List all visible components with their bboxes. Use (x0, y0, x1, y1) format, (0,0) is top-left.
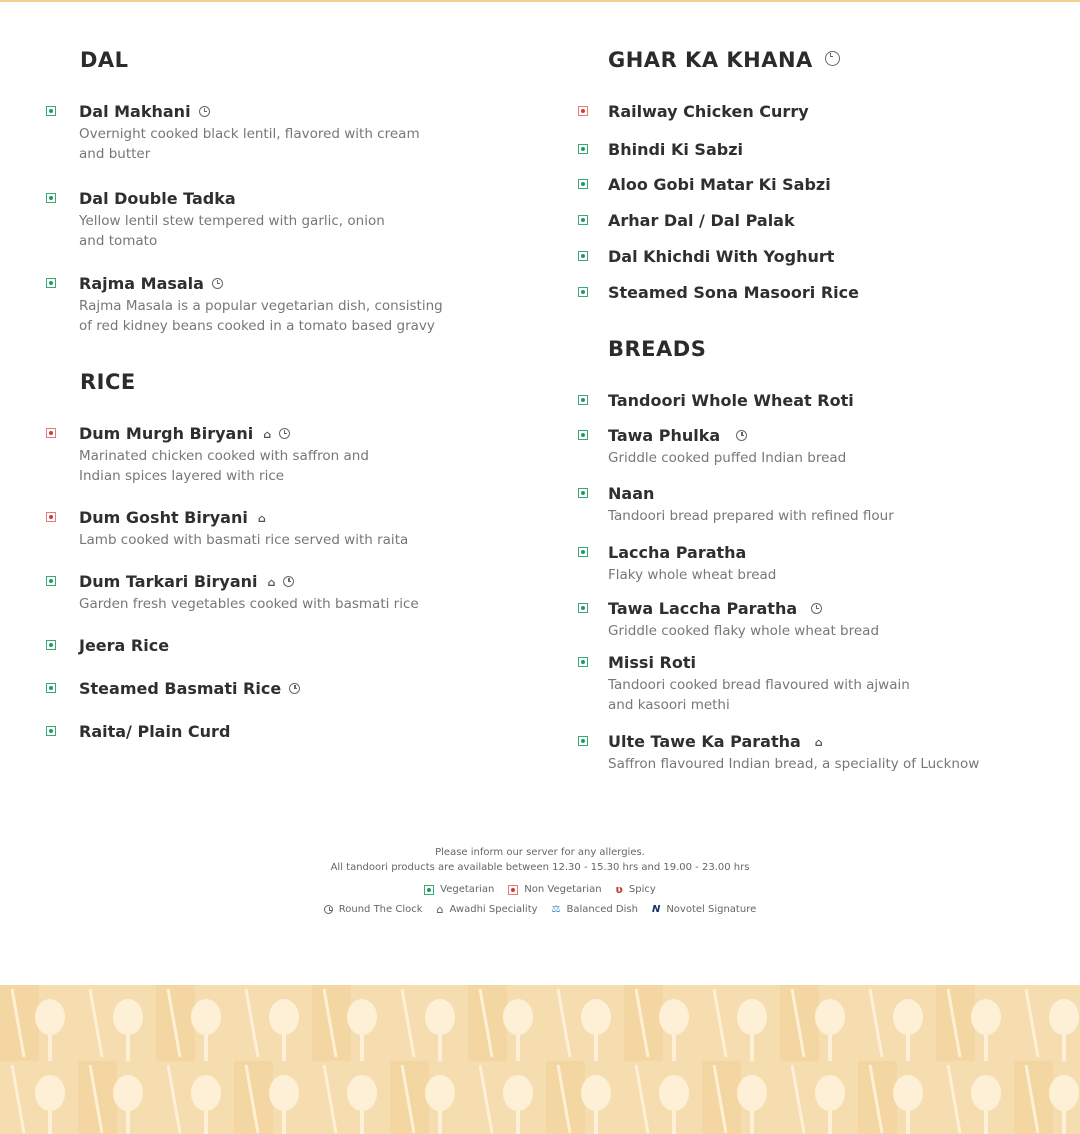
veg-icon (578, 430, 588, 440)
item-name: Dal Makhani (79, 102, 191, 121)
spoon-head (1049, 1075, 1079, 1111)
spoon-head (269, 1075, 299, 1111)
awadhi-dome-icon: ⌂ (263, 428, 272, 441)
spoon-head (581, 999, 611, 1035)
top-border-line (0, 0, 1080, 2)
item-name: Railway Chicken Curry (608, 102, 809, 121)
veg-icon (46, 576, 56, 586)
item-name: Steamed Basmati Rice (79, 679, 282, 698)
pattern-block (1014, 1061, 1053, 1134)
round-the-clock-icon (324, 905, 333, 914)
knife-stroke (558, 989, 570, 1057)
item-description: Griddle cooked flaky whole wheat bread (608, 623, 880, 639)
knife-stroke (168, 1065, 180, 1133)
knife-stroke (792, 1065, 804, 1133)
spoon-head (347, 1075, 377, 1111)
non-veg-icon (508, 885, 518, 895)
pattern-block (702, 1061, 741, 1134)
knife-stroke (90, 989, 102, 1057)
legend-awadhi (437, 903, 538, 916)
veg-icon (46, 640, 56, 650)
item-description: Lamb cooked with basmati rice served with raita (79, 532, 409, 548)
item-name: Tawa Phulka (608, 426, 721, 445)
spoon-head (659, 999, 689, 1035)
veg-icon (578, 547, 588, 557)
round-the-clock-icon (811, 603, 822, 614)
section-title-ghar-ka-khana (608, 48, 840, 72)
item-name: Dum Gosht Biryani (79, 508, 248, 527)
legend-spicy (616, 883, 656, 896)
veg-icon (578, 736, 588, 746)
legend-round-the-clock (324, 904, 423, 915)
tandoori-timing-note: All tandoori products are available between 12.30 - 15.30 hrs and 19.00 - 23.00 hrs (330, 862, 750, 873)
veg-icon (578, 179, 588, 189)
spoon-head (347, 999, 377, 1035)
item-description: Overnight cooked black lentil, flavored with cream and butter (79, 126, 420, 162)
section-title-breads: BREADS (608, 337, 707, 361)
item-name: Ulte Tawe Ka Paratha (608, 732, 801, 751)
item-description: Saffron flavoured Indian bread, a speciality of Lucknow (608, 756, 980, 772)
veg-icon (46, 106, 56, 116)
non-veg-icon (46, 512, 56, 522)
veg-icon (46, 726, 56, 736)
section-title-text: GHAR KA KHANA (608, 48, 813, 72)
novotel-signature-icon: N (651, 904, 661, 915)
balanced-dish-icon: ⚖ (551, 904, 561, 915)
spoon-head (1049, 999, 1079, 1035)
non-veg-icon (46, 428, 56, 438)
round-the-clock-icon (199, 106, 210, 117)
pattern-block (858, 1061, 897, 1134)
legend-label: Spicy (628, 884, 656, 895)
item-name: Steamed Sona Masoori Rice (608, 283, 859, 302)
awadhi-dome-icon: ⌂ (436, 903, 444, 916)
pattern-block (546, 1061, 585, 1134)
item-name: Laccha Paratha (608, 543, 747, 562)
legend-label: Non Vegetarian (524, 884, 602, 895)
item-description: Flaky whole wheat bread (608, 567, 777, 583)
item-description: Yellow lentil stew tempered with garlic, onion and tomato (79, 213, 385, 249)
spoon-head (737, 1075, 767, 1111)
item-name: Tawa Laccha Paratha (608, 599, 798, 618)
item-name: Tandoori Whole Wheat Roti (608, 391, 854, 410)
veg-icon (578, 395, 588, 405)
spoon-head (269, 999, 299, 1035)
item-description: Tandoori cooked bread flavoured with ajwain and kasoori methi (608, 677, 910, 713)
veg-icon (578, 603, 588, 613)
spoon-head (971, 1075, 1001, 1111)
round-the-clock-icon (212, 278, 223, 289)
knife-stroke (636, 1065, 648, 1133)
spoon-head (893, 1075, 923, 1111)
item-description: Marinated chicken cooked with saffron and Indian spices layered with rice (79, 448, 369, 484)
item-name: Jeera Rice (79, 636, 170, 655)
awadhi-dome-icon: ⌂ (257, 512, 266, 525)
item-name: Dum Murgh Biryani (79, 424, 254, 443)
veg-icon (578, 215, 588, 225)
round-the-clock-icon (736, 430, 747, 441)
section-title-rice: RICE (80, 370, 136, 394)
spoon-head (503, 1075, 533, 1111)
item-name: Dal Khichdi With Yoghurt (608, 247, 835, 266)
item-name: Aloo Gobi Matar Ki Sabzi (608, 175, 831, 194)
spoon-head (815, 1075, 845, 1111)
symbol-legend (0, 903, 1080, 916)
item-description: Garden fresh vegetables cooked with basmati rice (79, 596, 419, 612)
round-the-clock-icon (825, 51, 840, 66)
round-the-clock-icon (279, 428, 290, 439)
legend-label: Balanced Dish (566, 904, 638, 915)
spoon-head (425, 999, 455, 1035)
spoon-head (581, 1075, 611, 1111)
pattern-block (78, 1061, 117, 1134)
spoon-head (893, 999, 923, 1035)
knife-stroke (480, 1065, 492, 1133)
legend-label: Novotel Signature (666, 904, 757, 915)
item-name: Missi Roti (608, 653, 696, 672)
spoon-head (737, 999, 767, 1035)
knife-stroke (1026, 989, 1038, 1057)
section-title-dal: DAL (80, 48, 129, 72)
knife-stroke (246, 989, 258, 1057)
veg-icon (578, 251, 588, 261)
item-name: Rajma Masala (79, 274, 204, 293)
knife-stroke (324, 1065, 336, 1133)
veg-icon (578, 144, 588, 154)
legend-label: Vegetarian (440, 884, 495, 895)
legend-label: Round The Clock (338, 904, 423, 915)
item-description: Tandoori bread prepared with refined flour (608, 508, 894, 524)
decorative-pattern-band (0, 985, 1080, 1134)
round-the-clock-icon (289, 683, 300, 694)
item-name: Naan (608, 484, 655, 503)
knife-stroke (948, 1065, 960, 1133)
spoon-head (35, 1075, 65, 1111)
knife-stroke (402, 989, 414, 1057)
knife-stroke (714, 989, 726, 1057)
item-name: Raita/ Plain Curd (79, 722, 231, 741)
spoon-head (815, 999, 845, 1035)
awadhi-dome-icon: ⌂ (814, 736, 823, 749)
veg-icon (46, 278, 56, 288)
spoon-head (35, 999, 65, 1035)
item-name: Dal Double Tadka (79, 189, 236, 208)
spoon-head (191, 999, 221, 1035)
veg-icon (578, 287, 588, 297)
veg-icon (46, 683, 56, 693)
veg-icon (46, 193, 56, 203)
item-name: Dum Tarkari Biryani (79, 572, 258, 591)
legend-non-vegetarian (508, 884, 601, 895)
legend-label: Awadhi Speciality (449, 904, 538, 915)
knife-stroke (870, 989, 882, 1057)
diet-legend (0, 883, 1080, 896)
spicy-icon: ʋ (615, 883, 623, 896)
non-veg-icon (578, 106, 588, 116)
item-name: Arhar Dal / Dal Palak (608, 211, 795, 230)
spoon-head (113, 1075, 143, 1111)
spoon-head (425, 1075, 455, 1111)
item-name: Bhindi Ki Sabzi (608, 140, 743, 159)
spoon-pattern (0, 985, 1080, 1134)
allergy-note: Please inform our server for any allergies. (435, 847, 645, 858)
spoon-head (659, 1075, 689, 1111)
veg-icon (578, 488, 588, 498)
legend-vegetarian (424, 884, 494, 895)
item-description: Griddle cooked puffed Indian bread (608, 450, 847, 466)
pattern-block (234, 1061, 273, 1134)
item-description: Rajma Masala is a popular vegetarian dish, consisting of red kidney beans cooked in a tomato based gravy (79, 298, 443, 334)
pattern-block (390, 1061, 429, 1134)
veg-icon (578, 657, 588, 667)
legend-signature (652, 904, 756, 915)
legend-balanced (552, 904, 638, 915)
spoon-head (503, 999, 533, 1035)
spoon-head (971, 999, 1001, 1035)
spoon-head (113, 999, 143, 1035)
awadhi-dome-icon: ⌂ (267, 576, 276, 589)
veg-icon (424, 885, 434, 895)
round-the-clock-icon (283, 576, 294, 587)
knife-stroke (12, 1065, 24, 1133)
spoon-head (191, 1075, 221, 1111)
